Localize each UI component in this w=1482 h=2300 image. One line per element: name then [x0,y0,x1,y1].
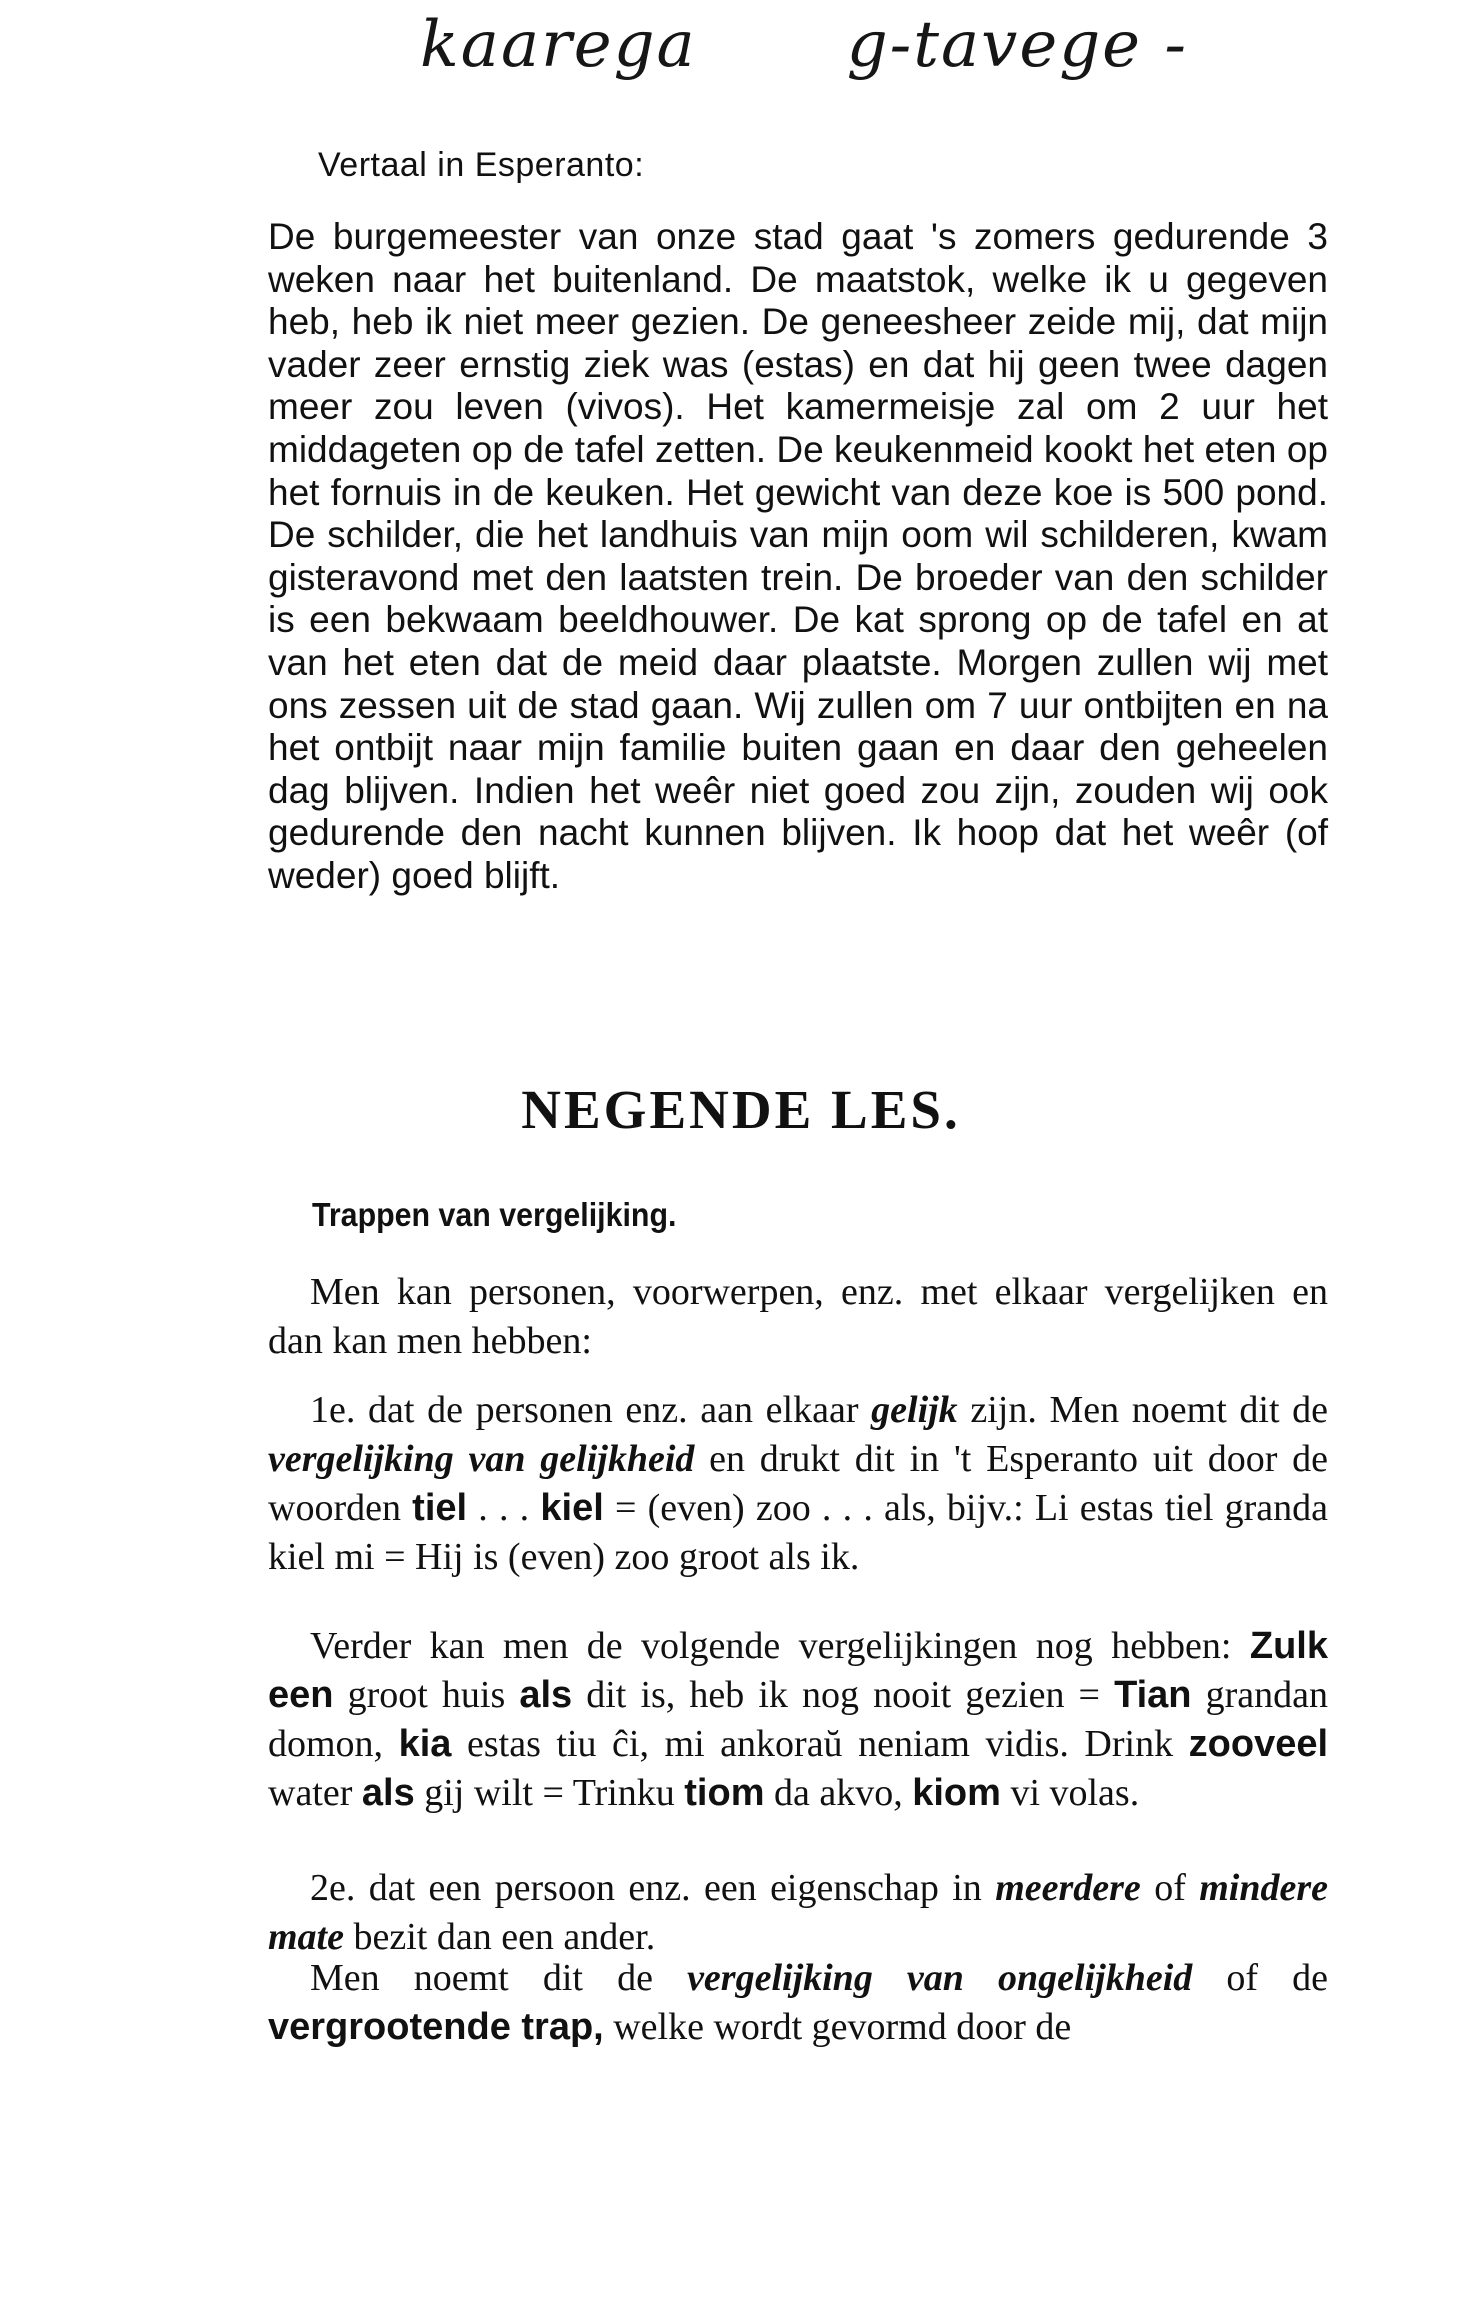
exercise-label: Vertaal in Esperanto: [318,146,645,184]
keyword-vergrootende-trap: vergrootende trap, [268,2006,604,2048]
lesson-subtitle: Trappen van vergelijking. [312,1196,677,1233]
handwriting-left: kaarega [420,8,697,82]
point-inequality: 2e. dat een persoon enz. een eigenschap in meerdere of mindere mate bezit dan een ander. [268,1867,1329,1958]
handwriting-right: g-tavege - [846,8,1188,82]
emphasis-gelijk: gelijk [871,1389,958,1431]
emphasis-vergelijking-ongelijkheid: vergelijking van ongelijkheid [687,1957,1193,1999]
handwritten-annotation [420,8,1188,82]
point-more-comparisons: Verder kan men de volgende vergelijkingen nog hebben: Zulk een groot huis als dit is, heb ik nog nooit gezien = Tian grandan domon, kia estas tiu ĉi, mi ankoraŭ neniam vidis. Drink zooveel water als gij wilt = Trinku tiom da akvo, kiom vi volas. [268,1625,1329,1814]
lesson-title: NEGENDE LES. [521,1079,961,1140]
emphasis-meerdere: meerdere [995,1867,1141,1909]
emphasis-vergelijking-gelijkheid: vergelijking van gelijkheid [268,1438,695,1480]
keyword-kiel: kiel [540,1487,604,1529]
intro-paragraph [268,1268,1328,1366]
intro-text: Men kan personen, voorwerpen, enz. met elkaar vergelijken en dan kan men hebben: [268,1271,1328,1362]
keyword-tiel: tiel [412,1487,468,1529]
exercise-text: De burgemeester van onze stad gaat 's zomers gedurende 3 weken naar het buitenland. De maatstok, welke ik u gegeven heb, heb ik niet meer gezien. De geneesheer zeide mij, dat mijn vader zeer ernstig ziek was (estas) en dat hij geen twee dagen meer zou leven (vivos). Het kamermeisje zal om 2 uur het middageten op de tafel zetten. De keukenmeid kookt het eten op het fornuis in de keuken. Het gewicht van deze koe is 500 pond. De schilder, die het landhuis van mijn oom wil schilderen, kwam gisteravond met den laatsten trein. De broeder van den schilder is een bekwaam beeldhouwer. De kat sprong op de tafel en at van het eten dat de meid daar plaatste. Morgen zullen wij met ons zessen uit de stad gaan. Wij zullen om 7 uur ontbijten en na het ontbijt naar mijn familie buiten gaan en daar den geheelen dag blijven. Indien het weêr niet goed zou zijn, zouden wij ook gedurende den nacht kunnen blijven. Ik hoop dat het weêr (of weder) goed blijft. [268,216,1328,896]
point-equality: 1e. dat de personen enz. aan elkaar gelijk zijn. Men noemt dit de vergelijking van gelijkheid en drukt dit in 't Esperanto uit door de woorden tiel . . . kiel = (even) zoo . . . als, bijv.: Li estas tiel granda kiel mi = Hij is (even) zoo groot als ik. [268,1389,1329,1578]
emphasis-mindere-mate: mindere mate [268,1867,1329,1958]
point-comparative: Men noemt dit de vergelijking van ongelijkheid of de vergrootende trap, welke wordt gevormd door de [268,1957,1329,2048]
